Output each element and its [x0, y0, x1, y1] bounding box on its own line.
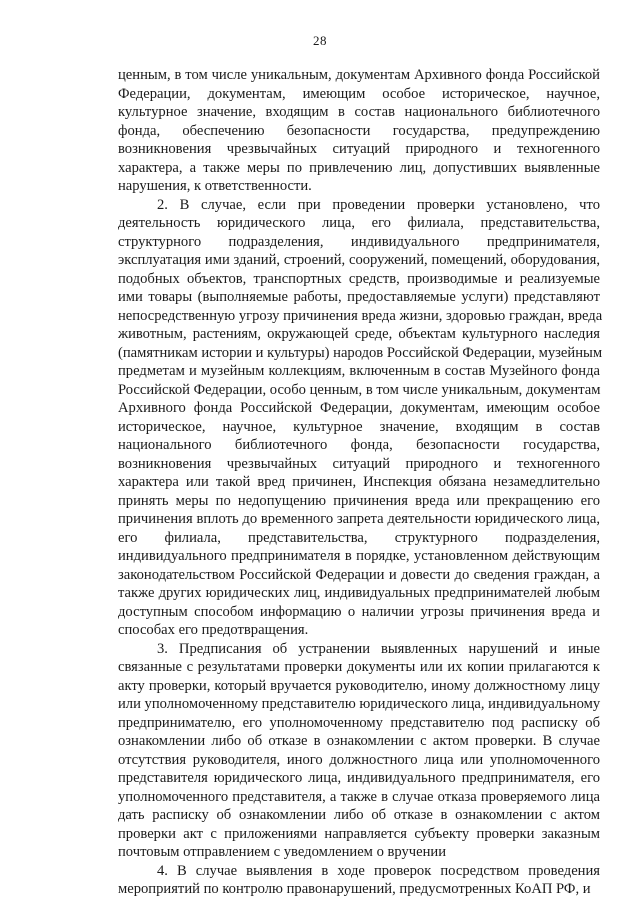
text-line: возникновения чрезвычайных ситуаций природного и техногенного — [118, 141, 600, 157]
text-line: (памятникам истории и культуры) народов Российской Федерации, музейным — [118, 344, 603, 361]
paragraph-item-4 — [118, 862, 600, 899]
text-line: способах его предотвращения. — [118, 622, 309, 638]
text-line: законодательством Российской Федерации и довести до сведения граждан, а — [118, 566, 600, 583]
text-line: возникновения чрезвычайных ситуаций природного и техногенного — [118, 455, 600, 472]
text-line: 4. В случае выявления в ходе проверок посредством проведения — [157, 862, 600, 879]
text-line: ценным, в том числе уникальным, документам Архивного фонда Российской — [118, 67, 600, 83]
text-line: ознакомлении либо об отказе в ознакомлении с актом проверки. В случае — [118, 733, 600, 749]
text-line: непосредственную угрозу причинения вреда жизни, здоровью граждан, вреда — [118, 307, 603, 324]
text-line: предпринимателю, его уполномоченному представителю под расписку об — [118, 714, 600, 731]
text-line: связанные с результатами проверки документы или их копии прилагаются к — [118, 659, 600, 675]
text-line: деятельность юридического лица, его филиала, представительства, — [118, 215, 600, 231]
text-line: акту проверки, который вручается руководителю, иному должностному лицу — [118, 677, 600, 694]
text-line: представителя юридического лица, индивидуального предпринимателя, его — [118, 770, 600, 786]
text-line: его филиала, представительства, структурного подразделения, — [118, 529, 600, 546]
text-line: уполномоченного представителя, а также в случае отказа проверяемого лица — [118, 788, 600, 805]
text-line: эксплуатация ими зданий, строений, сооружений, помещений, оборудования, — [118, 252, 600, 268]
text-line: фонда, обеспечению безопасности государства, предупреждению — [118, 122, 600, 139]
text-line: мероприятий по контролю правонарушений, предусмотренных КоАП РФ, и — [118, 881, 591, 897]
text-line: подобных объектов, транспортных средств, производимые и реализуемые — [118, 270, 600, 287]
text-line: характера или такой вред причинен, Инспекция обязана незамедлительно — [118, 474, 600, 490]
text-line: историческое, научное, культурное значение, входящим в состав — [118, 418, 600, 435]
text-line: почтовым отправлением с уведомлением о вручении — [118, 844, 447, 860]
text-line: 2. В случае, если при проведении проверки установлено, что — [157, 196, 600, 213]
paragraph-item-3 — [118, 640, 600, 862]
text-line: Федерации, документам, имеющим особое историческое, научное, — [118, 85, 600, 102]
paragraph-item-2 — [118, 196, 603, 640]
text-line: Российской Федерации, особо ценным, в том числе уникальным, документам — [118, 381, 601, 398]
text-line: причинения вплоть до временного запрета деятельности юридического лица, — [118, 511, 600, 527]
page-number: 28 — [313, 33, 327, 48]
text-line: или уполномоченному представителю юридического лица, индивидуальному — [118, 696, 601, 712]
text-line: индивидуального предпринимателя в порядке, установленном действующим — [118, 548, 600, 564]
text-line: Архивного фонда Российской Федерации, документам, имеющим особое — [118, 400, 600, 416]
text-line: дать расписку об ознакомлении либо об отказе в ознакомлении с актом — [118, 807, 600, 823]
text-line: доступным способом информацию о наличии угрозы причинения вреда и — [118, 603, 600, 620]
text-line: национального библиотечного фонда, безопасности государства, — [118, 437, 600, 453]
text-line: ими товары (выполняемые работы, предоставляемые услуги) представляют — [118, 289, 600, 305]
text-line: предметам и музейным коллекциям, включенным в состав Музейного фонда — [118, 363, 600, 379]
text-line: нарушения, к ответственности. — [118, 178, 312, 194]
text-line: животным, растениям, окружающей среде, объектам культурного наследия — [118, 326, 600, 342]
document-body — [118, 66, 603, 899]
text-line: принять меры по недопущению причинения вреда или прекращению его — [118, 492, 600, 509]
text-line: отсутствия руководителя, иного должностного лица или уполномоченного — [118, 751, 600, 768]
text-line: проверки акт с приложениями направляется субъекту проверки заказным — [118, 825, 600, 842]
paragraph-continuation — [118, 66, 600, 196]
text-line: характера, а также меры по привлечению лиц, допустивших выявленные — [118, 159, 600, 176]
text-line: культурное значение, входящим в состав национального библиотечного — [118, 104, 600, 120]
text-line: 3. Предписания об устранении выявленных нарушений и иные — [157, 640, 600, 657]
text-line: структурного подразделения, индивидуального предпринимателя, — [118, 233, 600, 250]
text-line: также других юридических лиц, индивидуальных предпринимателей любым — [118, 585, 600, 601]
